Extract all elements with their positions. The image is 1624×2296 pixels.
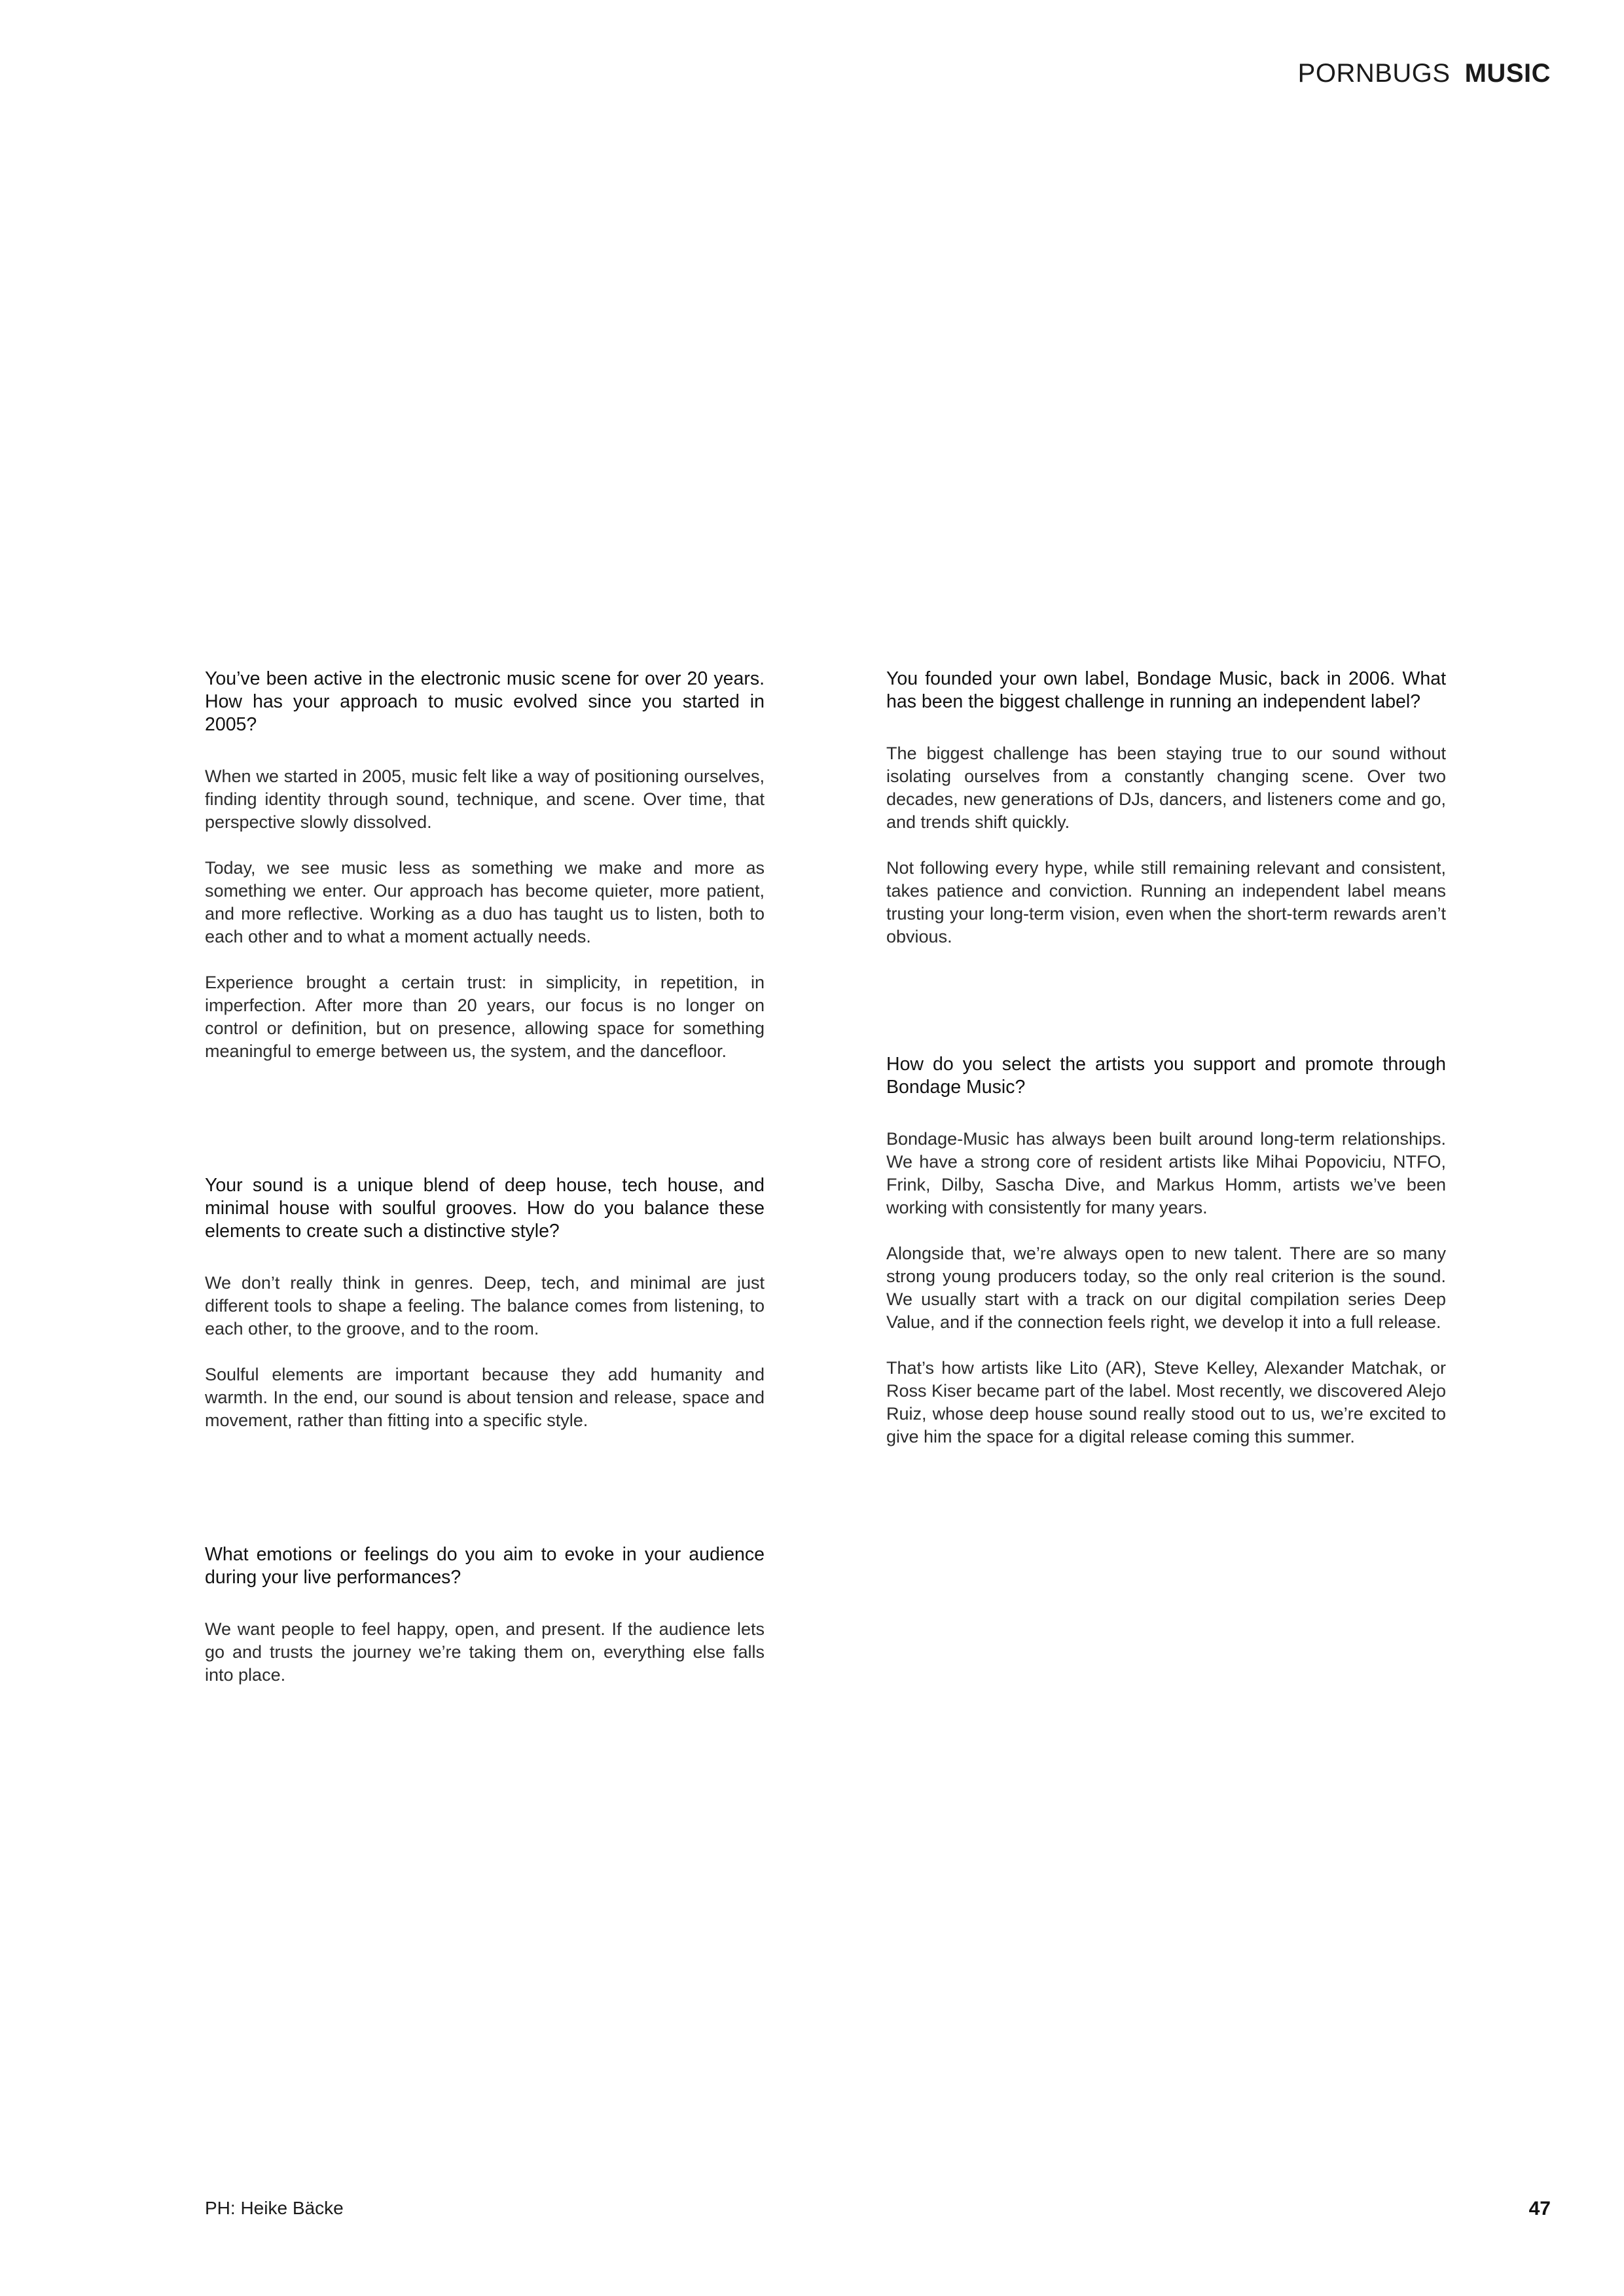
photo-credit: PH: Heike Bäcke <box>205 2198 344 2218</box>
answer-paragraph: Alongside that, we’re always open to new talent. There are so many strong young producers today, so the only real criterion is the sound. We usually start with a track on our digital compilation series Deep Value, and if the connection feels right, we develop it into a full release. <box>886 1244 1446 1332</box>
answer-paragraph: The biggest challenge has been staying true to our sound without isolating ourselves from a constantly changing scene. Over two decades, new generations of DJs, dancers, and listeners come and go, and trends shift quickly. <box>886 744 1446 832</box>
answer-paragraph: Not following every hype, while still remaining relevant and consistent, takes patience and conviction. Running an independent label means trusting your long-term vision, even when the short-term rewards aren’t obvious. <box>886 858 1446 946</box>
page-header <box>1298 59 1551 88</box>
answer-paragraph: We don’t really think in genres. Deep, tech, and minimal are just different tools to shape a feeling. The balance comes from listening, to each other, to the groove, and to the room. <box>205 1273 765 1338</box>
question: You founded your own label, Bondage Music, back in 2006. What has been the biggest challenge in running an independent label? <box>886 668 1446 712</box>
question: Your sound is a unique blend of deep house, tech house, and minimal house with soulful grooves. How do you balance these elements to create such a distinctive style? <box>205 1175 765 1242</box>
left-column <box>205 668 765 1710</box>
answer-paragraph: When we started in 2005, music felt like a way of positioning ourselves, finding identity through sound, technique, and scene. Over time, that perspective slowly dissolved. <box>205 766 765 832</box>
answer-paragraph: We want people to feel happy, open, and present. If the audience lets go and trusts the journey we’re taking them on, everything else falls into place. <box>205 1619 765 1685</box>
answer-paragraph: Today, we see music less as something we make and more as something we enter. Our approach has become quieter, more patient, and more reflective. Working as a duo has taught us to listen, both to each other and to what a moment actually needs. <box>205 858 765 946</box>
question: How do you select the artists you support and promote through Bondage Music? <box>886 1054 1446 1098</box>
answer-paragraph: Soulful elements are important because they add humanity and warmth. In the end, our sound is about tension and release, space and movement, rather than fitting into a specific style. <box>205 1365 765 1430</box>
answer-paragraph: That’s how artists like Lito (AR), Steve Kelley, Alexander Matchak, or Ross Kiser became part of the label. Most recently, we discovered Alejo Ruiz, whose deep house sound really stood out to us, we’re excited to give him the space for a digital release coming this summer. <box>886 1358 1446 1446</box>
question: You’ve been active in the electronic music scene for over 20 years. How has your approach to music evolved since you started in 2005? <box>205 668 765 735</box>
section-name: MUSIC <box>1464 59 1551 88</box>
magazine-name: PORNBUGS <box>1297 59 1451 88</box>
question: What emotions or feelings do you aim to evoke in your audience during your live performances? <box>205 1544 765 1588</box>
answer-paragraph: Experience brought a certain trust: in simplicity, in repetition, in imperfection. After more than 20 years, our focus is no longer on control or definition, but on presence, allowing space for something meaningful to emerge between us, the system, and the dancefloor. <box>205 973 765 1061</box>
page-number: 47 <box>1528 2198 1551 2219</box>
right-column <box>886 668 1446 1471</box>
answer-paragraph: Bondage-Music has always been built around long-term relationships. We have a strong core of resident artists like Mihai Popoviciu, NTFO, Frink, Dilby, Sascha Dive, and Markus Homm, artists we’ve been working with consistently for many years. <box>886 1129 1446 1217</box>
